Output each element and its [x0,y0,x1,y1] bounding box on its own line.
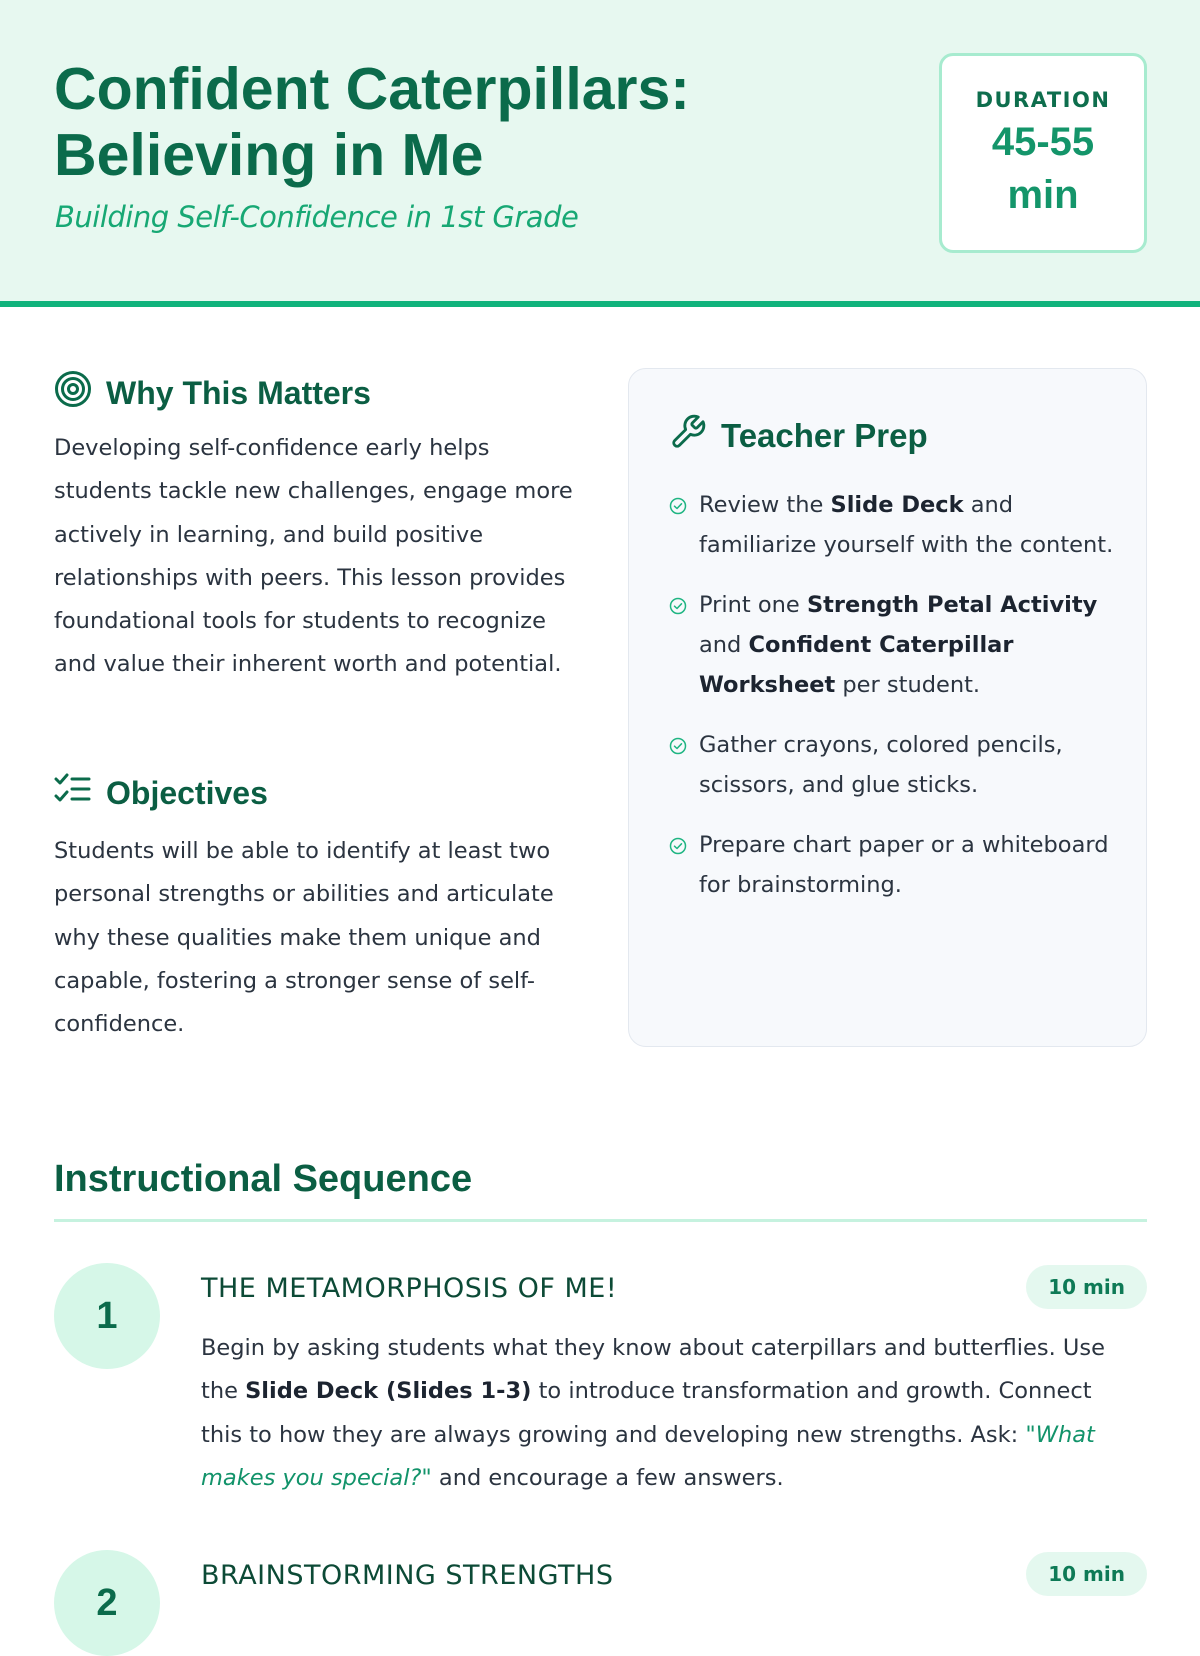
lesson-subtitle: Building Self-Confidence in 1st Grade [55,200,579,234]
target-icon [54,370,92,416]
list-item [669,485,1119,565]
duration-card [939,53,1147,253]
lesson-header [0,0,1200,307]
teacher-prep-heading-label: Teacher Prep [721,417,928,454]
objectives-heading [54,773,268,813]
why-heading-label: Why This Matters [106,374,371,411]
check-circle-icon [669,597,687,619]
check-circle-icon [669,737,687,759]
sequence-divider [54,1219,1147,1222]
step-number: 1 [54,1263,160,1369]
lesson-title [54,56,874,188]
step-title: THE METAMORPHOSIS OF ME! [201,1273,618,1304]
lesson-title-line2: Believing in Me [54,122,484,188]
why-heading [54,370,371,416]
check-circle-icon [669,497,687,519]
list-item [669,825,1119,905]
why-text: Developing self-confidence early helps students tackle new challenges, engage more actively in learning, and build positive relationships with peers. This lesson provides foundational tools for students to recognize and value their inherent worth and potential. [54,435,573,678]
prep-item-text: Review the Slide Deck and familiarize yourself with the content. [699,492,1114,558]
teacher-prep-list [669,485,1119,925]
lesson-title-line1: Confident Caterpillars: [54,56,690,122]
prep-item-text: Gather crayons, colored pencils, scissors, and glue sticks. [699,732,1063,798]
teacher-prep-card [628,368,1147,1047]
check-circle-icon [669,837,687,859]
prep-item-text: Print one Strength Petal Activity and Confident Caterpillar Worksheet per student. [699,592,1098,698]
objectives-text: Students will be able to identify at least two personal strengths or abilities and articulate why these qualities make them unique and capable, fostering a stronger sense of self-confidence. [54,838,554,1038]
duration-value: 45-55 min [991,120,1095,217]
teacher-prep-heading [669,413,928,459]
wrench-icon [669,413,707,459]
checklist-icon [54,773,92,813]
step-title: BRAINSTORMING STRENGTHS [201,1560,614,1591]
objectives-heading-label: Objectives [106,774,268,811]
duration-label: DURATION [975,88,1111,112]
step-description: Begin by asking students what they know about caterpillars and butterflies. Use the Slide Deck (Slides 1-3) to introduce transformation and growth. Connect this to how they are always growing and developing new strengths. Ask: "What makes you special?" and encourage a few answers. [201,1335,1105,1491]
step-number: 2 [54,1550,160,1656]
step-time-badge: 10 min [1026,1552,1147,1596]
sequence-title: Instructional Sequence [54,1158,473,1200]
list-item [669,585,1119,705]
step-time-badge: 10 min [1026,1265,1147,1309]
prep-item-text: Prepare chart paper or a whiteboard for brainstorming. [699,832,1109,898]
list-item [669,725,1119,805]
